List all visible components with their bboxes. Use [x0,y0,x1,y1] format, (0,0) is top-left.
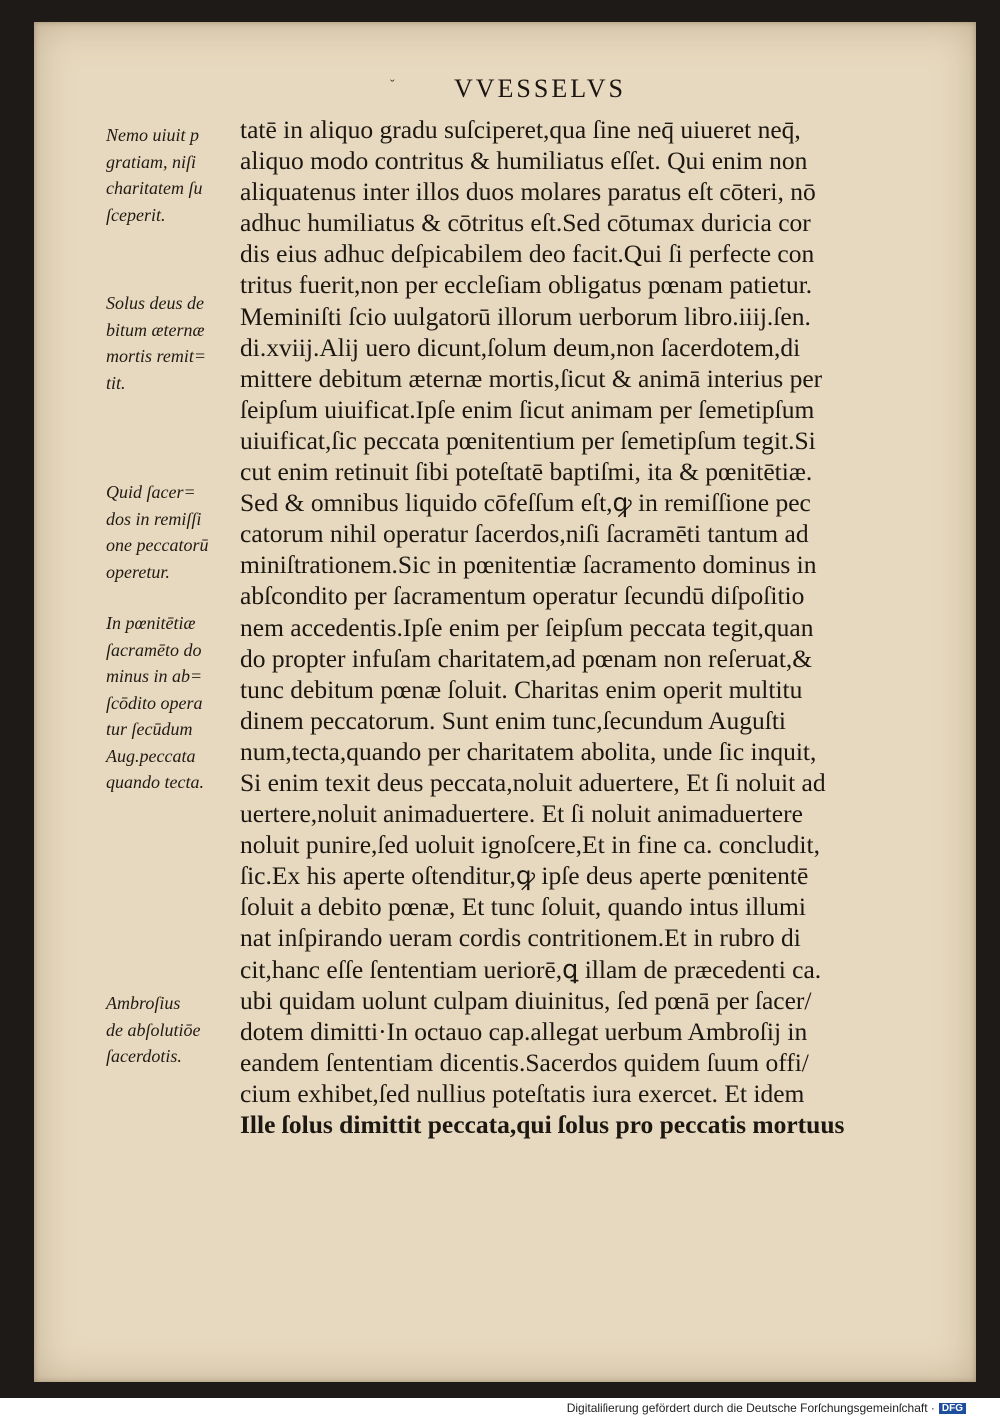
text-line: cit,hanc eſſe ſententiam ueriorē,ꝗ illam de præcedenti ca. [240,954,822,984]
margin-note-line: dos in remiſſi [106,508,202,529]
text-line: di.xviij.Alij uero dicunt,ſolum deum,non ſacerdotem,di [240,332,801,362]
text-line: dinem peccatorum. Sunt enim tunc,ſecundum Auguſti [240,705,787,735]
margin-note-line: ſacerdotis. [106,1046,182,1066]
margin-note-line: Ambroſius [106,993,181,1013]
margin-note-line: charitatem ſu [106,178,203,198]
text-line: dotem dimitti·In octauo cap.allegat uerbum Ambroſij in [240,1016,808,1046]
margin-note-line: one peccatorū [106,535,209,555]
text-line: ſic.Ex his aperte oſtenditur,ꝙ ipſe deus aperte pœnitentē [240,861,809,891]
margin-note-in-poenitentiae [106,610,238,796]
margin-note-line: gratiam, niſi [106,151,197,172]
text-line: nat inſpirando ueram cordis contritionem.Et in rubro di [240,923,801,953]
margin-note-nemo-uiuit [106,122,238,228]
text-line: Ille ſolus dimittit peccata,qui ſolus pro peccatis mortuus [240,1110,845,1139]
text-line: abſcondito per ſacramentum operatur ſecundū diſpoſitio [240,581,805,611]
text-line: ſoluit a debito pœnæ, Et tunc ſoluit, quando intus illumi [240,892,806,922]
text-line: eandem ſententiam dicentis.Sacerdos quidem ſuum offi/ [240,1047,809,1077]
margin-note-line: In pœnitētiæ [106,613,196,633]
text-line: mittere debitum æternæ mortis,ſicut & animā interius per [240,363,823,393]
text-line: aliquatenus inter illos duos molares paratus eſt cōteri, nō [240,177,816,207]
text-line: ſeipſum uiuificat.Ipſe enim ſicut animam per ſemetipſum [240,394,815,424]
text-line: Si enim texit deus peccata,noluit aduertere, Et ſi noluit ad [240,767,826,797]
text-line: nem accedentis.Ipſe enim per ſeipſum peccata tegit,quan [240,612,814,642]
footer-credit-text: Digitaliſierung gefördert durch die Deutsche Forſchungsgemeinſchaft · [566,1401,935,1415]
text-line: noluit punire,ſed uoluit ignoſcere,Et in fine ca. concludit, [240,830,820,860]
margin-note-ambrosius [106,990,238,1070]
margin-note-line: ſcōdito opera [106,692,203,713]
text-line: aliquo modo contritus & humiliatus eſſet. Qui enim non [240,146,808,176]
text-line: catorum nihil operatur ſacerdos,niſi ſacramēti tantum ad [240,519,809,549]
margin-note-line: ſacramēto do [106,639,202,660]
margin-note-solus-deus [106,290,238,396]
text-line: Meminiſti ſcio uulgatorū illorum uerborum libro.iiij.ſen. [240,301,811,331]
margin-note-line: minus in ab= [106,666,203,686]
margin-note-line: Solus deus de [106,293,204,313]
text-line: miniſtrationem.Sic in pœnitentiæ ſacramento dominus in [240,550,817,580]
text-line: tritus fuerit,non per eccleſiam obligatus pœnam patietur. [240,270,813,300]
margin-note-line: Aug.peccata [106,745,196,766]
folio-mark: ˇ [390,78,395,93]
text-line: adhuc humiliatus & cōtritus eſt.Sed cōtumax duricia cor [240,208,811,238]
margin-note-line: tit. [106,372,126,393]
text-line: tunc debitum pœnæ ſoluit. Charitas enim operit multitu [240,674,803,704]
text-line: num,tecta,quando per charitatem abolita, unde ſic inquit, [240,736,817,766]
text-line: do propter infuſam charitatem,ad pœnam non reſeruat,& [240,643,813,673]
text-line: cut enim retinuit ſibi poteſtatē baptiſmi, ita & pœnitētiæ. [240,457,813,487]
margin-note-line: tur ſecūdum [106,719,193,739]
margin-note-line: operetur. [106,561,170,582]
margin-note-line: de abſolutiōe [106,1019,201,1040]
margin-note-line: Nemo uiuit p [106,125,199,145]
margin-note-line: Quid ſacer= [106,482,196,502]
margin-note-line: quando tecta. [106,772,204,792]
margin-note-quid-sacerdos [106,479,238,585]
margin-note-line: bitum æternæ [106,319,205,340]
text-line: cium exhibet,ſed nullius poteſtatis iura exercet. Et idem [240,1078,805,1108]
margin-note-line: ſceperit. [106,204,166,225]
text-line: ubi quidam uolunt culpam diuinitus, ſed pœnā per ſacer/ [240,985,812,1015]
text-line: dis eius adhuc deſpicabilem deo facit.Qui ſi perfecte con [240,239,815,269]
footer-bar [0,1398,1000,1421]
text-line: Sed & omnibus liquido cōfeſſum eſt,ꝙ in remiſſione pec [240,488,811,518]
text-line: uertere,noluit animaduertere. Et ſi noluit animaduertere [240,799,803,829]
dfg-logo: DFG [939,1403,966,1414]
text-line: tatē in aliquo gradu suſciperet,qua ſine neq̄ uiueret neq̄, [240,115,801,144]
running-title: VVESSELVS [454,74,626,103]
margin-note-line: mortis remit= [106,346,206,366]
footer-credit [567,1401,966,1415]
text-line: uiuificat,ſic peccata pœnitentium per ſemetipſum tegit.Si [240,425,816,455]
main-text-block [240,114,930,1140]
